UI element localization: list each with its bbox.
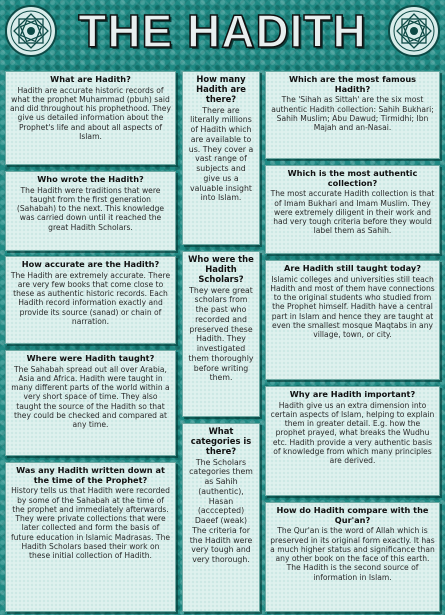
box-heading: Was any Hadith written down at the time of the Prophet? [16, 465, 165, 485]
box-body: The Sahabah spread out all over Arabia, Asia and Africa. Hadith were taught in many different parts of the world within a very short space of time. They also taught the source of the Hadith so that they could be checked and compared at any time. [11, 364, 170, 430]
info-box-still-taught [265, 260, 440, 380]
box-heading: What are Hadith? [50, 74, 131, 84]
info-box-why-important [265, 386, 440, 496]
box-heading: Are Hadith still taught today? [284, 263, 421, 273]
info-box-most-authentic [265, 165, 440, 254]
box-body: Hadith give us an extra dimension into certain aspects of Islam, helping to explain them in greater detail. E.g. how the prophet prayed, what breaks the Wudhu etc. Hadith provide a very authentic basis of knowledge from which many principles are derived. [270, 400, 435, 466]
info-box-how-many [182, 71, 260, 245]
box-body: The Scholars categories them as Sahih (authentic), Hasan (acccepted) Daeef (weak) The criteria for the Hadith were very tough and very thorough. [189, 457, 253, 565]
info-box-who-wrote [5, 171, 176, 251]
box-body: Islamic colleges and universities still teach Hadith and most of them have connections to the original students who studied from the Prophet himself. Hadith have a central part in Islam and hence they are taught at even the smallest mosque Maqtabs in any village, town, or city. [270, 274, 435, 340]
page-title: THE HADITH [78, 5, 367, 57]
info-box-hadith-scholars [182, 251, 260, 417]
box-heading: How accurate are the Hadith? [21, 259, 160, 269]
box-body: History tells us that Hadith were recorded by some of the Sahabah at the time of the prophet and immediately afterwards. They were private collections that were later collected and form the basis of future education in Islamic Madrasas. The Hadith Scholars based their work on these initial collection of Hadith. [10, 486, 171, 561]
box-heading: How do Hadith compare with the Qur'an? [276, 505, 429, 525]
box-body: They were great scholars from the past who recorded and preserved these Hadith. They investigated them thoroughly before writing them. [188, 285, 254, 383]
box-body: The Hadith were traditions that were taught from the first generation (Sahabah) to the next. This knowledge was carried down until it reached the great Hadith Scholars. [16, 185, 165, 232]
box-heading: Where were Hadith taught? [26, 353, 155, 363]
info-box-written-down [5, 462, 176, 612]
box-heading: Who were the Hadith Scholars? [188, 254, 254, 284]
box-body: There are literally millions of Hadith which are available to us. They cover a vast range of subjects and give us a valuable insight into Islam. [188, 105, 254, 203]
star-pattern-emblem-left [4, 4, 58, 58]
box-heading: Which is the most authentic collection? [287, 168, 418, 188]
box-heading: Who wrote the Hadith? [37, 174, 144, 184]
info-box-categories [182, 423, 260, 612]
box-body: The Qur'an is the word of Allah which is preserved in its original form exactly. It has a much higher status and significance than any other book on the face of this earth. The Hadith is the second source of information in Islam. [270, 526, 435, 582]
info-box-where-taught [5, 350, 176, 456]
box-body: The 'Sihah as Sittah' are the six most authentic Hadith collection: Sahih Bukhari; Sahih Muslim; Abu Dawud; Tirmidhi; Ibn Majah and an-Nasai. [271, 95, 434, 133]
box-body: The most accurate Hadith collection is that of Imam Bukhari and Imam Muslim. They were extremely diligent in their work and had very tough criteria before they would label them as Sahih. [270, 189, 435, 236]
info-box-compare-quran [265, 502, 440, 612]
box-heading: How many Hadith are there? [196, 74, 246, 104]
box-heading: Which are the most famous Hadith? [288, 74, 417, 94]
box-heading: Why are Hadith important? [289, 389, 416, 399]
box-heading: What categories is there? [190, 426, 252, 456]
star-pattern-emblem-right [387, 4, 441, 58]
info-box-most-famous [265, 71, 440, 159]
box-body: The Hadith are extremely accurate. There are very few books that come close to these as authentic historic records. Each Hadith record information exactly and provide its source (sanad) or chain of narration. [10, 270, 171, 326]
info-box-how-accurate [5, 256, 176, 344]
info-box-what-are-hadith [5, 71, 176, 165]
box-body: Hadith are accurate historic records of what the prophet Muhammad (pbuh) said and did throughout his prophethood. They give us detailed information about the Prophet's life and about all aspects of Islam. [10, 85, 171, 141]
